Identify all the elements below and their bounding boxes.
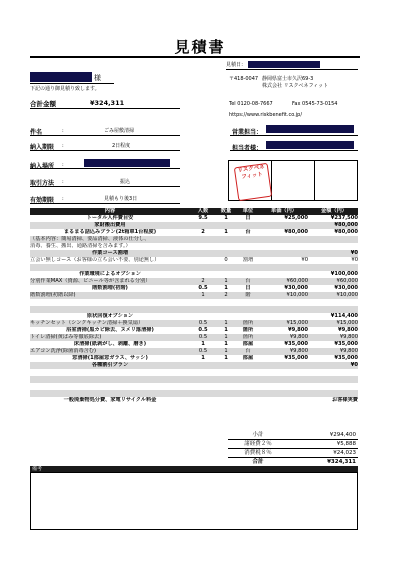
place-underline	[30, 168, 180, 169]
title-rule	[30, 56, 360, 58]
recipient-suffix: 様	[94, 74, 101, 82]
cell-name: トイレ清掃(黄ばみ等徹底除去)	[30, 334, 102, 340]
table-row	[30, 334, 358, 341]
cell-days	[216, 397, 236, 404]
cell-price	[260, 222, 308, 229]
company-address: 静岡県富士市久沢69-3	[262, 76, 314, 82]
place-redacted	[84, 159, 170, 167]
table-row	[30, 215, 358, 222]
cell-name: 家財搬出費用	[94, 222, 126, 228]
cell-name	[30, 376, 190, 383]
cell-amount	[310, 264, 358, 271]
cell-amount: ¥0	[351, 257, 358, 263]
table-row	[30, 299, 358, 306]
cell-name: 分別作業MAX（資源、ビニール等が含まれる分別）	[30, 278, 151, 284]
cell-qty: 1	[201, 341, 205, 347]
method-separator: :	[62, 179, 64, 185]
cell-qty	[192, 236, 214, 243]
table-row	[30, 278, 358, 285]
cell-qty: 9.5	[198, 215, 208, 221]
cell-qty: 1	[201, 292, 205, 298]
cell-amount: ¥9,800	[339, 348, 358, 354]
items-table	[30, 208, 358, 404]
method-underline	[30, 186, 180, 187]
table-row	[30, 362, 358, 369]
table-row	[30, 397, 358, 404]
cell-price: ¥15,000	[286, 320, 308, 326]
cell-qty: 2	[201, 229, 205, 235]
totals-row	[228, 440, 358, 449]
valid-underline	[30, 203, 180, 204]
table-header-row	[30, 208, 358, 215]
cell-name	[30, 390, 190, 397]
table-row	[30, 285, 358, 292]
cell-unit: 箇所	[242, 334, 254, 340]
cell-qty: 1	[201, 355, 205, 361]
cell-days: 0	[224, 257, 228, 263]
cell-amount: ¥60,000	[336, 278, 358, 284]
cell-qty	[192, 369, 214, 376]
cell-name: まるまる詰込みプラン(2t箱車1台程度)	[63, 229, 157, 235]
subject-label: 件名	[30, 129, 43, 136]
cell-amount: ¥0	[350, 250, 358, 256]
contact-person-underline	[230, 150, 358, 151]
table-row	[30, 390, 358, 397]
cell-amount	[310, 376, 358, 383]
cell-unit: 台	[245, 348, 251, 354]
cell-days: 1	[224, 334, 228, 340]
table-row	[30, 320, 358, 327]
cell-price	[260, 313, 308, 320]
cell-unit	[238, 271, 258, 278]
cell-amount: ¥80,000	[334, 222, 358, 228]
table-row	[30, 250, 358, 257]
cell-name: 階数割増(初階以降)	[30, 292, 76, 298]
subject-separator: :	[62, 128, 64, 134]
cell-name	[30, 299, 190, 306]
totals-label: 消費税８％	[244, 450, 272, 456]
cell-days	[216, 243, 236, 250]
cell-unit: 部屋	[242, 355, 254, 361]
cell-price	[260, 250, 308, 257]
document-title: 見積書	[174, 38, 226, 56]
cell-amount: ¥35,000	[334, 341, 358, 347]
header-unit-price: 単価（円）	[271, 208, 297, 214]
cell-price	[260, 376, 308, 383]
company-seal	[234, 163, 272, 201]
cell-name: 一般廃棄物処分費、家電リサイクル料金	[63, 397, 157, 403]
cell-days	[216, 236, 236, 243]
cell-qty: 2	[201, 278, 205, 284]
subject-value: ごみ屋敷清掃	[104, 128, 135, 134]
cell-qty	[192, 250, 214, 257]
cell-amount	[310, 390, 358, 397]
cell-name: 階数割増(初階)	[92, 285, 128, 291]
cell-price: ¥35,000	[284, 355, 308, 361]
cell-price	[260, 236, 308, 243]
table-row	[30, 257, 358, 264]
cell-amount: ¥15,000	[336, 320, 358, 326]
header-amount: 金額（円）	[321, 208, 347, 214]
company-url[interactable]: https://www.riskbenefit.co.jp/	[229, 112, 303, 118]
notes-label: 備考	[30, 466, 358, 472]
totals-label: 小計	[252, 432, 264, 438]
contact-person-redacted	[266, 141, 354, 149]
cell-price: ¥9,800	[289, 348, 308, 354]
cell-unit	[238, 313, 258, 320]
cell-price: ¥10,000	[286, 292, 308, 298]
cell-qty: 0.5	[198, 285, 208, 291]
cell-days	[216, 299, 236, 306]
cell-amount: ¥9,800	[337, 327, 358, 333]
cell-amount	[310, 369, 358, 376]
recipient-redacted	[30, 72, 92, 82]
header-content: 内容	[104, 208, 116, 214]
cell-unit	[238, 369, 258, 376]
company-name: 株式会社 リスクベネフィット	[262, 83, 329, 89]
cell-amount	[310, 299, 358, 306]
table-row	[30, 376, 358, 383]
cell-price: ¥0	[301, 257, 308, 263]
cell-amount	[310, 243, 358, 250]
cell-qty: 0.5	[198, 327, 208, 333]
cell-amount: ¥237,500	[330, 215, 358, 221]
header-people: 人数	[197, 208, 209, 214]
cell-days	[216, 383, 236, 390]
stamp-box-3	[315, 160, 358, 201]
cell-name: 立会い無しコース（お客様の立ち会い不要、別途無し）	[30, 257, 160, 263]
cell-days	[216, 264, 236, 271]
cell-name: 床清掃(紙剥がし、剥離、磨き)	[73, 341, 147, 347]
company-fax: Fax 0545-73-0154	[292, 101, 338, 107]
totals-value: ¥324,311	[327, 459, 356, 465]
table-row	[30, 264, 358, 271]
cell-days: 1	[224, 229, 228, 235]
valid-label: 有効期限	[30, 197, 55, 204]
delivery-label: 納入期限	[30, 144, 55, 151]
cell-name: 各種割引プラン	[91, 362, 129, 368]
table-row	[30, 306, 358, 313]
table-row	[30, 243, 358, 250]
cell-price	[260, 299, 308, 306]
cell-qty	[192, 264, 214, 271]
method-value: 振込	[120, 179, 131, 185]
cell-amount: ¥0	[350, 362, 358, 368]
company-seal-text: リスクベネフィット	[237, 164, 266, 181]
cell-amount	[310, 306, 358, 313]
table-row	[30, 355, 358, 362]
cell-unit: 箇所	[242, 327, 254, 333]
cell-unit	[238, 306, 258, 313]
cell-days	[216, 250, 236, 257]
table-row	[30, 327, 358, 334]
total-amount-label: 合計金額	[30, 100, 56, 108]
cell-days: 1	[224, 320, 228, 326]
table-body	[30, 215, 358, 404]
recipient-note: 下記の通り御見積り致します。	[30, 86, 100, 92]
cell-price: ¥9,800	[289, 334, 308, 340]
cell-name: 作業コース割増	[91, 250, 129, 256]
cell-name: 作業環境によるオプション	[79, 271, 141, 277]
method-label: 取引方法	[30, 180, 55, 187]
total-amount-value: ¥324,311	[90, 99, 125, 107]
table-row	[30, 229, 358, 236]
cell-amount: ¥30,000	[334, 285, 358, 291]
cell-price: ¥35,000	[284, 341, 308, 347]
cell-qty: 0.5	[198, 334, 208, 340]
totals-label: 合計	[252, 459, 264, 465]
cell-qty	[192, 222, 214, 229]
cell-amount	[310, 383, 358, 390]
cell-unit	[238, 250, 258, 257]
table-row	[30, 341, 358, 348]
delivery-value: 2日程度	[112, 143, 131, 149]
cell-name: トータル人件費目安	[86, 215, 134, 221]
sales-rep-label: 営業担当：	[232, 129, 263, 136]
place-separator: :	[62, 162, 64, 168]
table-row	[30, 292, 358, 299]
table-row	[30, 383, 358, 390]
table-row	[30, 313, 358, 320]
cell-days	[216, 390, 236, 397]
cell-qty	[192, 390, 214, 397]
cell-qty	[192, 362, 214, 369]
cell-days	[216, 369, 236, 376]
cell-price: ¥9,800	[287, 327, 308, 333]
cell-qty	[192, 271, 214, 278]
cell-unit	[238, 397, 258, 404]
cell-days: 1	[224, 355, 228, 361]
recipient-underline	[30, 83, 114, 84]
totals-value: ¥24,023	[333, 450, 356, 456]
cell-price	[260, 390, 308, 397]
cell-name: 原状回復オプション	[86, 313, 134, 319]
cell-unit: 台	[245, 278, 251, 284]
subject-underline	[30, 135, 180, 136]
cell-amount: ¥35,000	[334, 355, 358, 361]
cell-days	[216, 313, 236, 320]
valid-separator: :	[62, 196, 64, 202]
cell-price: ¥60,000	[286, 278, 308, 284]
cell-days: 2	[224, 292, 228, 298]
header-quantity: 数量	[220, 208, 232, 214]
cell-days: 1	[224, 327, 228, 333]
cell-days	[216, 362, 236, 369]
valid-value: 見積もり後3日	[104, 196, 138, 202]
table-row	[30, 271, 358, 278]
cell-days	[216, 306, 236, 313]
contact-person-label: 担当者様：	[232, 145, 263, 152]
table-row	[30, 222, 358, 229]
cell-unit: 階	[245, 292, 251, 298]
cell-qty: 0.5	[198, 348, 208, 354]
place-label: 納入場所	[30, 163, 55, 170]
cell-qty	[192, 299, 214, 306]
totals-block	[228, 431, 358, 467]
cell-amount: ¥100,000	[330, 271, 358, 277]
cell-price	[260, 362, 308, 369]
cell-name	[30, 369, 190, 376]
cell-unit	[238, 264, 258, 271]
cell-days: 1	[224, 278, 228, 284]
date-label: 見積日：	[226, 62, 247, 68]
cell-qty	[192, 397, 214, 404]
cell-amount: ¥9,800	[339, 334, 358, 340]
cell-name: キッチンセット（シンクキッチン清掃＋換気扇）	[30, 320, 144, 326]
cell-days: 1	[224, 341, 228, 347]
cell-unit: 割増	[242, 257, 254, 263]
cell-name: 浴室清掃(黒カビ除去、ヌメリ落清掃)	[66, 327, 154, 333]
cell-qty: 0.5	[198, 320, 208, 326]
company-postal: 〒418-0047	[229, 76, 259, 82]
sales-rep-underline	[230, 135, 358, 136]
cell-amount: ¥10,000	[336, 292, 358, 298]
table-row	[30, 236, 358, 243]
notes-box	[30, 472, 358, 530]
stamp-box-2	[272, 160, 315, 201]
cell-qty	[192, 383, 214, 390]
cell-unit	[238, 376, 258, 383]
cell-unit: 台	[245, 229, 251, 235]
cell-name: （基本内容：簡易清掃、要品清掃、液体の仕分し、	[30, 236, 150, 242]
totals-value: ¥294,400	[329, 432, 356, 438]
cell-price	[260, 369, 308, 376]
date-redacted	[248, 61, 320, 68]
cell-days: 1	[224, 285, 228, 291]
cell-unit	[238, 362, 258, 369]
cell-unit: 箇所	[242, 320, 254, 326]
cell-price	[260, 264, 308, 271]
cell-unit	[238, 299, 258, 306]
delivery-underline	[30, 150, 180, 151]
cell-days	[216, 222, 236, 229]
totals-value: ¥5,888	[336, 441, 356, 447]
cell-unit	[238, 390, 258, 397]
cell-amount: ¥80,000	[334, 229, 358, 235]
cell-price	[260, 397, 308, 404]
totals-row	[228, 449, 358, 458]
cell-days	[216, 376, 236, 383]
cell-price: ¥30,000	[284, 285, 308, 291]
cell-name	[30, 264, 190, 271]
cell-qty	[192, 306, 214, 313]
cell-qty	[192, 376, 214, 383]
totals-label: 諸経費２％	[244, 441, 272, 447]
cell-name: 消毒、養生、搬出、通路清掃を含みます。）	[30, 243, 131, 249]
cell-name: 窓清掃(1部屋窓ガラス、サッシ)	[72, 355, 148, 361]
cell-price	[260, 306, 308, 313]
cell-name: エアコン洗浄(除菌消毒含む)	[30, 348, 97, 354]
cell-qty	[192, 257, 214, 264]
cell-qty	[192, 243, 214, 250]
cell-price: ¥25,000	[284, 215, 308, 221]
cell-unit	[238, 383, 258, 390]
sales-rep-redacted	[266, 125, 354, 133]
header-unit: 単位	[242, 208, 254, 214]
cell-unit: 日	[245, 215, 251, 221]
cell-days: 1	[224, 215, 228, 221]
cell-price	[260, 243, 308, 250]
cell-days	[216, 271, 236, 278]
cell-unit: 部屋	[242, 341, 254, 347]
cell-days: 1	[224, 348, 228, 354]
cell-name	[30, 383, 190, 390]
cell-price: ¥80,000	[284, 229, 308, 235]
cell-amount	[310, 236, 358, 243]
delivery-separator: :	[62, 143, 64, 149]
table-row	[30, 348, 358, 355]
cell-unit	[238, 236, 258, 243]
totals-row	[228, 431, 358, 440]
cell-amount: お客様実費	[332, 397, 358, 403]
cell-qty	[192, 313, 214, 320]
table-row	[30, 369, 358, 376]
cell-unit	[238, 222, 258, 229]
cell-price	[260, 383, 308, 390]
date-underline	[226, 69, 358, 70]
cell-price	[260, 271, 308, 278]
cell-name	[30, 306, 190, 313]
total-amount-rule	[30, 108, 180, 109]
cell-amount: ¥114,400	[330, 313, 358, 319]
cell-unit: 日	[245, 285, 251, 291]
cell-unit	[238, 243, 258, 250]
company-tel: Tel 0120-08-7667	[229, 101, 273, 107]
